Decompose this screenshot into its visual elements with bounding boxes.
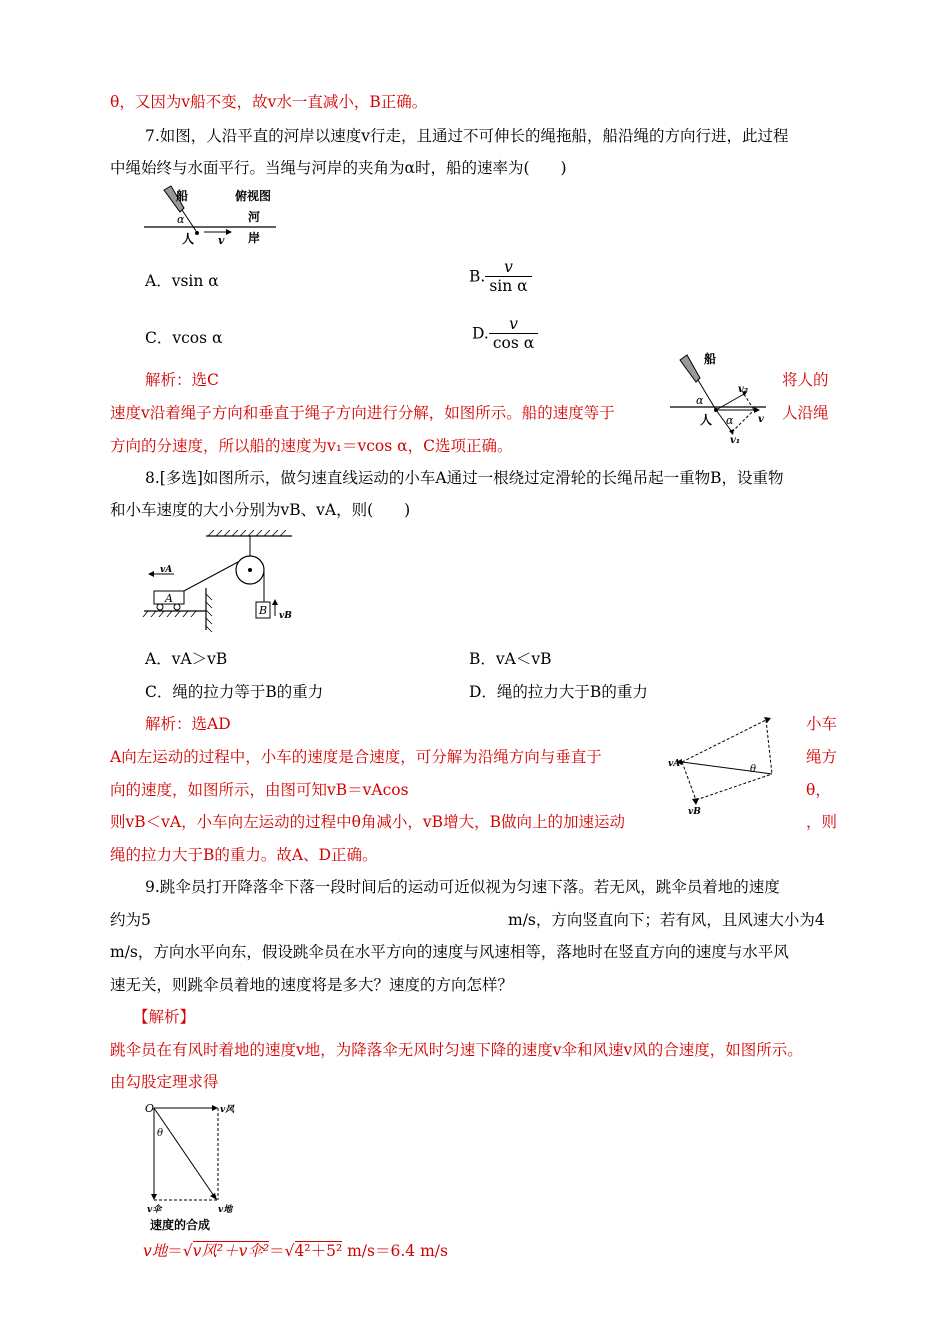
q8-fig-vB: vB bbox=[279, 611, 292, 621]
q7-fig-v: v bbox=[218, 234, 225, 247]
q8-solution-line4b: ，则 bbox=[806, 813, 838, 831]
q7-fig-river: 河 bbox=[248, 210, 261, 224]
q9-formula-v: v地 bbox=[143, 1242, 168, 1260]
q8-fig-A: A bbox=[165, 592, 173, 605]
q7-fig-person: 人 bbox=[182, 232, 195, 246]
q8-solution-line1b: 小车 bbox=[806, 715, 838, 733]
q7-option-d-fraction bbox=[489, 315, 538, 352]
q7-option-b-fraction bbox=[485, 258, 531, 295]
q7-sol-fig-v1: v₁ bbox=[730, 435, 741, 446]
q9-formula-sqrt1: √v风²＋v伞² bbox=[182, 1242, 270, 1260]
q9-stem-line3: m/s，方向水平向东，假设跳伞员在水平方向的速度与风速相等，落地时在竖直方向的速度与水平风 bbox=[110, 943, 789, 961]
q9-fig-caption: 速度的合成 bbox=[150, 1218, 211, 1232]
q7-stem-line1: 7.如图，人沿平直的河岸以速度v行走，且通过不可伸长的绳拖船，船沿绳的方向行进，此过程 bbox=[145, 127, 789, 145]
q8-figure bbox=[140, 528, 300, 636]
q7-option-d-denominator: cos α bbox=[492, 334, 535, 352]
q8-solution-line4a: 则vB＜vA，小车向左运动的过程中θ角减小，vB增大，B做向上的加速运动 bbox=[110, 813, 625, 831]
q9-fig-theta: θ bbox=[157, 1128, 164, 1139]
q9-formula-radicand2: 4²＋5² bbox=[294, 1242, 343, 1260]
q9-fig-vumb: v伞 bbox=[147, 1205, 162, 1215]
q9-figure bbox=[140, 1096, 260, 1236]
q9-solution-line2: 由勾股定理求得 bbox=[110, 1073, 219, 1091]
q8-option-b: B．vA＜vB bbox=[469, 650, 552, 668]
q8-sol-fig-vB: vB bbox=[688, 807, 701, 817]
q7-option-b bbox=[469, 258, 532, 295]
q8-option-d: D．绳的拉力大于B的重力 bbox=[469, 683, 648, 701]
q7-option-d-numerator: v bbox=[489, 315, 538, 334]
q7-fig-alpha: α bbox=[177, 213, 185, 226]
q7-solution-line2a: 速度v沿着绳子方向和垂直于绳子方向进行分解，如图所示。船的速度等于 bbox=[110, 404, 615, 422]
q8-option-c: C．绳的拉力等于B的重力 bbox=[145, 683, 324, 701]
q7-option-d-prefix: D. bbox=[472, 324, 489, 343]
q6-solution-tail: θ，又因为v船不变，故v水一直减小，B正确。 bbox=[110, 93, 428, 111]
q9-solution-line1: 跳伞员在有风时着地的速度v地，为降落伞无风时匀速下降的速度v伞和风速v风的合速度，如图所示。 bbox=[110, 1041, 803, 1059]
q7-sol-fig-boat: 船 bbox=[704, 352, 717, 366]
q9-stem-line1: 9.跳伞员打开降落伞下落一段时间后的运动可近似视为匀速下落。若无风，跳伞员着地的速度 bbox=[145, 878, 780, 896]
q8-sol-fig-theta: θ bbox=[750, 764, 757, 775]
q8-stem-line1: 8.[多选]如图所示，做匀速直线运动的小车A通过一根绕过定滑轮的长绳吊起一重物B，设重物 bbox=[145, 469, 784, 487]
q9-formula-sqrt2: √4²＋5² bbox=[284, 1242, 343, 1260]
q9-formula-eq1: ＝ bbox=[167, 1242, 183, 1260]
q9-fig-vwind: v风 bbox=[220, 1105, 235, 1115]
q9-formula-eq2: ＝ bbox=[269, 1242, 285, 1260]
q7-fig-bank: 岸 bbox=[248, 231, 261, 245]
q8-solution-line3a: 向的速度，如图所示，由图可知vB＝vAcos bbox=[110, 781, 409, 799]
q9-stem-line2a: 约为5 bbox=[110, 911, 151, 929]
q7-solution-line1b: 将人的 bbox=[782, 371, 829, 389]
q8-solution-line1a: 解析：选AD bbox=[145, 715, 231, 733]
q7-sol-fig-alpha1: α bbox=[696, 394, 704, 407]
q9-formula bbox=[143, 1240, 448, 1262]
q7-option-a: A．vsin α bbox=[145, 272, 219, 290]
q7-figure bbox=[140, 182, 280, 248]
q9-fig-origin: O bbox=[145, 1102, 155, 1115]
q8-solution-line5: 绳的拉力大于B的重力。故A、D正确。 bbox=[110, 846, 378, 864]
q7-solution-line2b: 人沿绳 bbox=[782, 404, 829, 422]
q8-fig-B: B bbox=[259, 604, 268, 617]
q7-option-b-numerator: v bbox=[485, 258, 531, 277]
q7-solution-figure bbox=[670, 350, 770, 450]
q7-option-d bbox=[472, 315, 538, 352]
q9-stem-line2b: m/s，方向竖直向下；若有风，且风速大小为4 bbox=[508, 911, 825, 929]
q7-sol-fig-person: 人 bbox=[700, 413, 713, 427]
q8-solution-line2a: A向左运动的过程中，小车的速度是合速度，可分解为沿绳方向与垂直于 bbox=[110, 748, 602, 766]
q7-sol-fig-v: v bbox=[758, 414, 764, 425]
q9-solution-heading: 【解析】 bbox=[133, 1008, 196, 1026]
q9-stem-line4: 速无关，则跳伞员着地的速度将是多大？速度的方向怎样？ bbox=[110, 976, 514, 994]
q7-stem-line2: 中绳始终与水面平行。当绳与河岸的夹角为α时，船的速率为( ) bbox=[110, 159, 567, 177]
q7-sol-fig-alpha2: α bbox=[726, 414, 734, 427]
q7-solution-line1a: 解析：选C bbox=[145, 371, 219, 389]
q9-formula-radicand1: v风²＋v伞² bbox=[192, 1242, 270, 1260]
q9-formula-tail: m/s＝6.4 m/s bbox=[342, 1242, 448, 1260]
q9-fig-vground: v地 bbox=[218, 1205, 233, 1215]
q7-option-c: C．vcos α bbox=[145, 329, 223, 347]
q8-sol-fig-vA: vA bbox=[668, 759, 681, 769]
q8-solution-line3b: θ， bbox=[806, 781, 831, 799]
q8-stem-line2: 和小车速度的大小分别为vB、vA，则( ) bbox=[110, 501, 411, 519]
q7-sol-fig-v2: v₂ bbox=[738, 384, 749, 395]
q8-solution-line2b: 绳方 bbox=[806, 748, 838, 766]
q7-option-b-denominator: sin α bbox=[489, 277, 528, 295]
q8-solution-figure bbox=[668, 708, 788, 818]
q7-fig-boat-label: 船 bbox=[176, 189, 189, 203]
q7-option-b-prefix: B. bbox=[469, 267, 486, 286]
q8-option-a: A．vA＞vB bbox=[145, 650, 228, 668]
q7-fig-view-label: 俯视图 bbox=[235, 189, 272, 203]
q8-fig-vA: vA bbox=[160, 565, 173, 575]
q7-solution-line3: 方向的分速度，所以船的速度为v₁＝vcos α，C选项正确。 bbox=[110, 437, 513, 455]
